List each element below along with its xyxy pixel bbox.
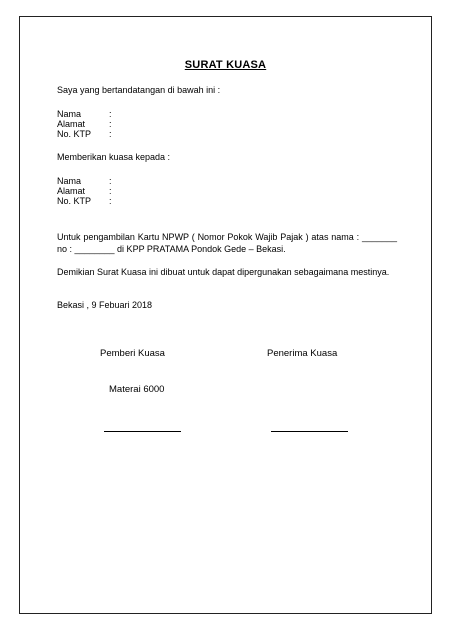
field-label: Nama	[57, 176, 82, 186]
place-date: Bekasi , 9 Febuari 2018	[57, 300, 153, 310]
grantee-address-row	[57, 186, 112, 197]
grantee-name-row	[57, 176, 112, 187]
closing-paragraph: Demikian Surat Kuasa ini dibuat untuk dapat dipergunakan sebagaimana mestinya.	[57, 267, 390, 277]
grantee-ktp-row	[57, 196, 112, 207]
grantor-signature-line	[104, 431, 181, 432]
grantor-signature-label: Pemberi Kuasa	[100, 348, 165, 359]
grant-line: Memberikan kuasa kepada :	[57, 152, 171, 162]
field-separator: :	[109, 196, 112, 206]
grantor-ktp-row	[57, 129, 112, 140]
document-page	[19, 16, 432, 614]
field-label: Nama	[57, 109, 82, 119]
grantor-address-row	[57, 119, 112, 130]
purpose-paragraph: Untuk pengambilan Kartu NPWP ( Nomor Pokok Wajib Pajak ) atas nama : _______ no : ________ di KPP PRATAMA Pondok Gede – Bekasi.	[57, 232, 397, 254]
field-label: Alamat	[57, 186, 86, 196]
field-separator: :	[109, 186, 112, 196]
document-title: SURAT KUASA	[184, 59, 267, 71]
field-separator: :	[109, 129, 112, 139]
field-label: Alamat	[57, 119, 86, 129]
field-separator: :	[109, 176, 112, 186]
stamp-note: Materai 6000	[109, 384, 165, 395]
field-label: No. KTP	[57, 129, 92, 139]
field-separator: :	[109, 119, 112, 129]
intro-text: Saya yang bertandatangan di bawah ini :	[57, 85, 221, 95]
grantor-name-row	[57, 109, 112, 120]
field-separator: :	[109, 109, 112, 119]
field-label: No. KTP	[57, 196, 92, 206]
grantee-signature-line	[271, 431, 348, 432]
grantee-signature-label: Penerima Kuasa	[267, 348, 338, 359]
